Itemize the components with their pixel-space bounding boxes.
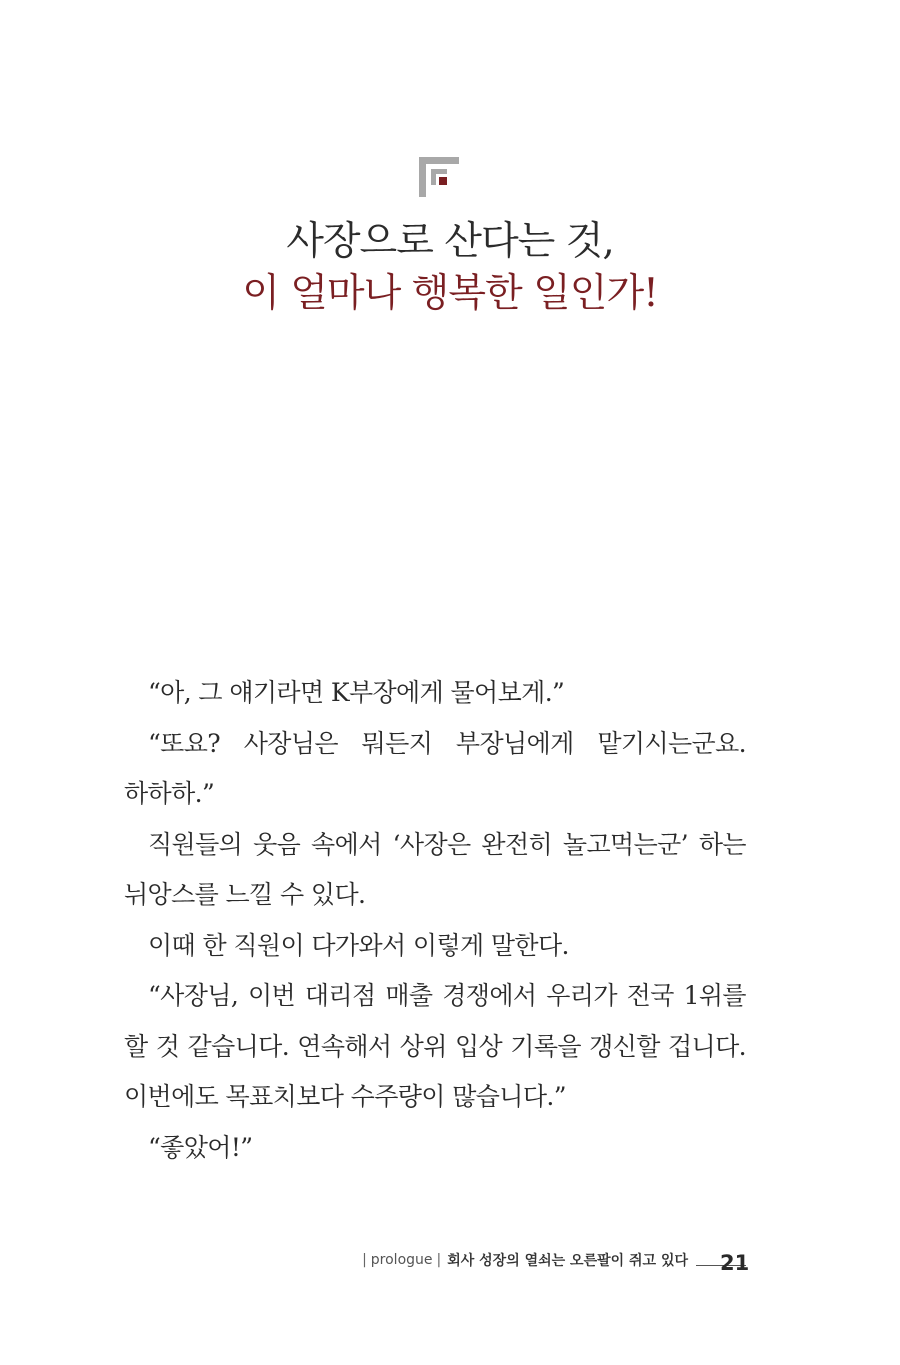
chapter-title-line1: 사장으로 산다는 것, (286, 219, 614, 264)
chapter-title-line2: 이 얼마나 행복한 일인가! (242, 271, 658, 316)
footer-divider: | (362, 1252, 367, 1268)
emblem-accent (439, 177, 447, 185)
footer-divider: | (436, 1252, 442, 1268)
paragraph: “사장님, 이번 대리점 매출 경쟁에서 우리가 전국 1위를 할 것 같습니다. 연속해서 상위 입상 기록을 갱신할 겁니다. 이번에도 목표치보다 수주량이 많습니다.” (124, 981, 746, 1111)
footer-chapter-label: prologue (370, 1252, 433, 1268)
paragraph: “아, 그 얘기라면 K부장에게 물어보게.” (148, 678, 565, 707)
page-number: 21 (720, 1251, 750, 1275)
footer-running-title: 회사 성장의 열쇠는 오른팔이 쥐고 있다 (447, 1253, 688, 1269)
corner-bracket-icon (419, 157, 459, 197)
running-footer (358, 1250, 746, 1270)
paragraph: 이때 한 직원이 다가와서 이렇게 말한다. (148, 930, 569, 960)
paragraph: 직원들의 웃음 속에서 ‘사장은 완전히 놀고먹는군’ 하는 뉘앙스를 느낄 수 있다. (124, 829, 746, 909)
paragraph: “또요? 사장님은 뭐든지 부장님에게 맡기시는군요. 하하하.” (124, 728, 746, 808)
body-text (124, 668, 746, 1173)
paragraph: “좋았어!” (148, 1132, 253, 1162)
